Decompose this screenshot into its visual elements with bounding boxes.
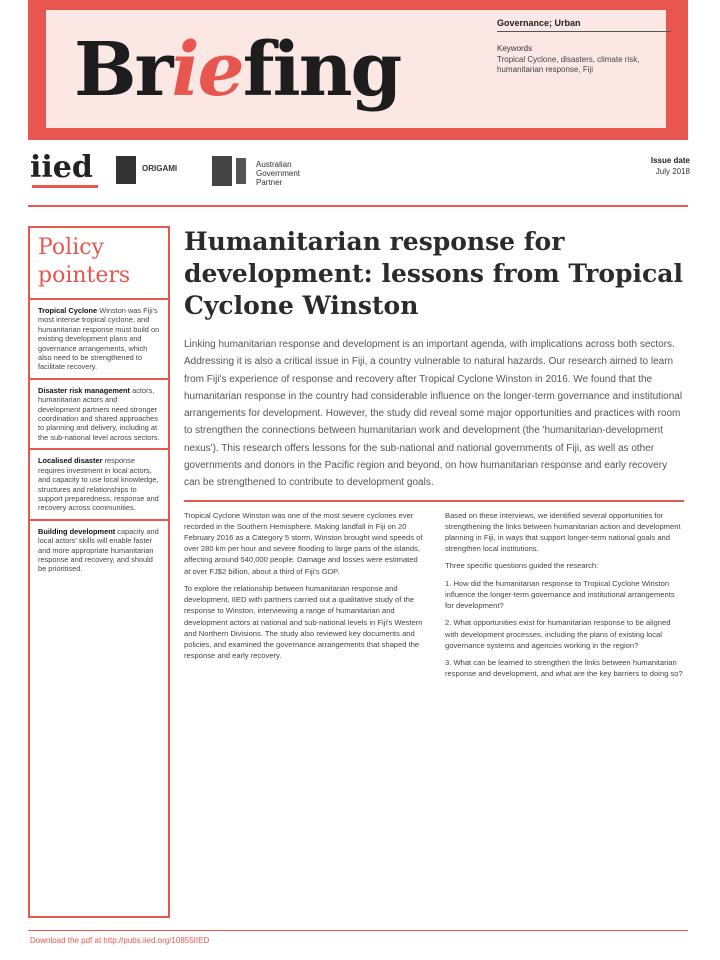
paragraph: 1. How did the humanitarian response to Tropical Cyclone Winston influence the longer-term governance and institutional arrangements for development? <box>445 578 675 611</box>
issue-info: Issue date July 2018 <box>650 156 690 176</box>
article-title: Humanitarian response for development: lessons from Tropical Cyclone Winston <box>184 227 683 320</box>
emblem-icon <box>236 158 246 184</box>
summary-rule <box>184 500 684 502</box>
policy-pointer: Disaster risk management actors, humanitarian actors and development partners need stronger coordination and shared approaches to planning and delivery, including at the sub-national level across sectors. <box>30 380 168 450</box>
body-columns <box>184 510 684 686</box>
policy-pointer: Localised disaster response requires investment in local actors, and capacity to use local knowledge, structures and relationships to support preparedness, response and recovery across communities. <box>30 450 168 520</box>
coat-of-arms-icon <box>212 156 232 186</box>
policy-pointers-heading: Policy pointers <box>30 228 168 300</box>
article <box>184 226 684 685</box>
theme-box <box>497 18 671 113</box>
top-rule <box>28 205 688 207</box>
paragraph: To explore the relationship between humanitarian response and development, IIED with partners carried out a qualitative study of the response to Winston, interviewing a range of humanitarian and development actors at national and sub-national levels in Fiji's Western and Northern Divisions. The study also reviewed key documents and policies, and examined the governance arrangements that shaped the response and early recovery. <box>184 583 423 661</box>
policy-pointer: Tropical Cyclone Winston was Fiji's most intense tropical cyclone, and humanitarian response must build on existing development plans and governance arrangements, which also need to be strengthened to facilitate recovery. <box>30 300 168 380</box>
theme-label: Governance; Urban <box>497 18 671 32</box>
paragraph: Tropical Cyclone Winston was one of the most severe cyclones ever recorded in the Southern Hemisphere. Making landfall in Fiji on 20 February 2016 as a Category 5 storm, Winston brought wind speeds of over 280 km per hour and severe flooding to large parts of the islands, affecting around 540,000 people. Damage and losses were estimated at over FJ$2 billion, about a third of Fiji's GDP. <box>184 510 423 576</box>
briefing-title: Briefing <box>74 27 401 113</box>
policy-pointer: Building development capacity and local actors' skills will enable faster and more appropriate humanitarian response and recovery, and should be prioritised. <box>38 526 159 574</box>
briefing-title-accent: ie <box>171 27 243 113</box>
download-link[interactable]: Download the pdf at http://pubs.iied.org/10855IIED <box>30 936 210 945</box>
paragraph: 3. What can be learned to strengthen the links between humanitarian response and development, and what are the key barriers to doing so? <box>445 657 683 679</box>
footer-rule <box>28 930 688 931</box>
policy-pointers-sidebar <box>28 226 170 918</box>
paragraph: Three specific questions guided the research: <box>445 561 599 571</box>
iied-logo: iied <box>30 150 93 185</box>
keywords-title: Keywords <box>497 44 533 53</box>
body-column-left <box>184 510 423 686</box>
paragraph: Based on these interviews, we identified several opportunities for strengthening the links between humanitarian action and development planning in Fiji, in ways that support longer-term national goals and strengthen local institutions. <box>445 510 681 554</box>
iied-logo-underline <box>32 185 98 188</box>
partner-logo-2: Australian Government Partner <box>256 160 301 187</box>
partner-logo-mark <box>116 156 136 184</box>
paragraph: 2. What opportunities exist for humanitarian response to be aligned with development processes, including the plans of existing local governance systems and agencies working in the region? <box>445 618 671 650</box>
partner-logo-text: ORIGAMI <box>142 164 178 173</box>
body-column-right <box>445 510 684 686</box>
keywords-text: Tropical Cyclone, disasters, climate risk, humanitarian response, Fiji <box>497 55 640 74</box>
article-summary: Linking humanitarian response and development is an important agenda, with implications across both sectors. Addressing it is also a critical issue in Fiji, a country vulnerable to natural hazards. Our research aimed to learn from Fiji's experience of response and recovery after Tropical Cyclone Winston in 2016. We found that the humanitarian response in the country had considerable influence on the longer-term governance and institutional arrangements for development. However, the study did reveal some major opportunities and practices with room to strengthen the connections between humanitarian work and development (the 'humanitarian-development nexus'). This research offers lessons for the sub-national and national governments of Fiji, as well as other governments and donors in the Pacific region and beyond, on how humanitarian response and early recovery can be strengthened to contribute to development goals. <box>184 339 683 489</box>
